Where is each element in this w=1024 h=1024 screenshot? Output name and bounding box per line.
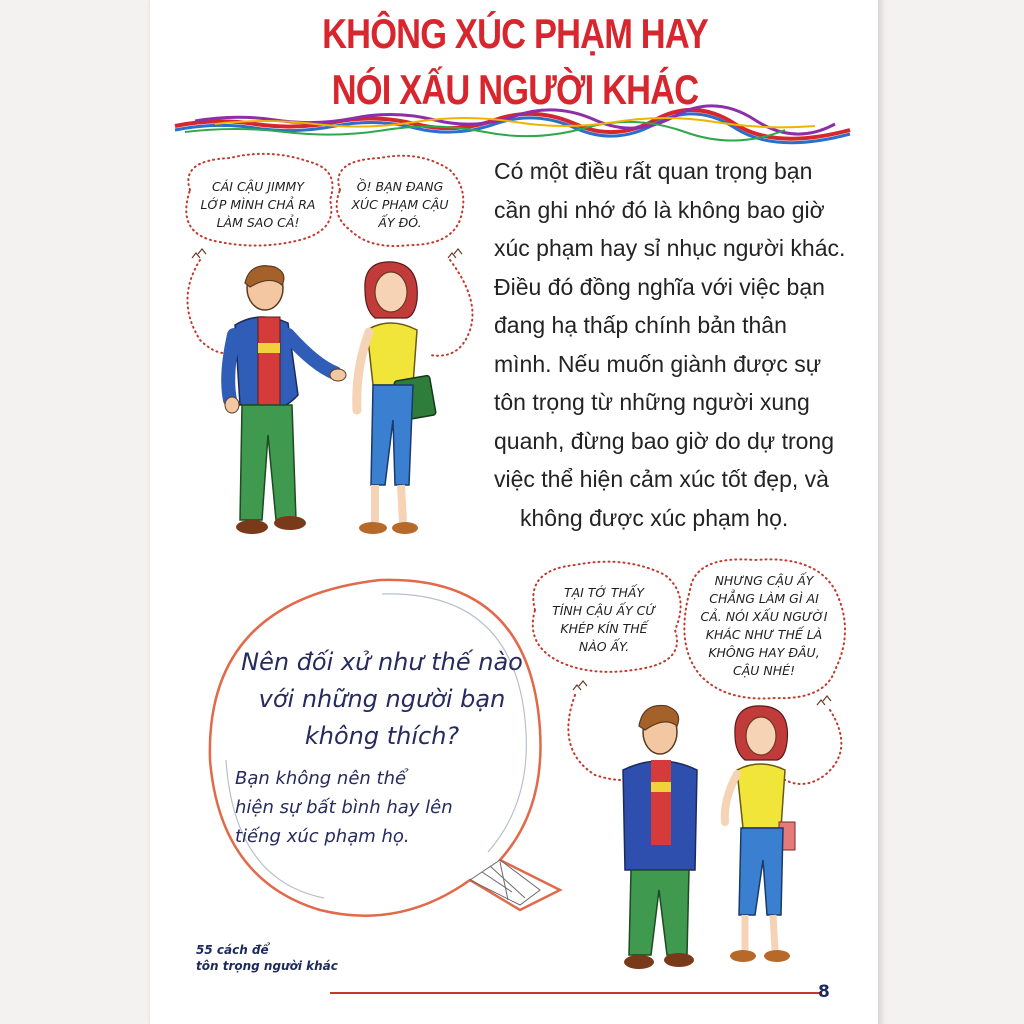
page-number: 8 bbox=[818, 982, 830, 1002]
paragraph-line: việc thể hiện cảm xúc tốt đẹp, và bbox=[494, 466, 829, 492]
page-title bbox=[216, 6, 815, 118]
paragraph-line: cần ghi nhớ đó là không bao giờ bbox=[494, 196, 825, 223]
paragraph-line: xúc phạm hay sỉ nhục người khác. bbox=[494, 235, 846, 261]
paragraph-line: không được xúc phạm họ. bbox=[520, 504, 789, 531]
speech-bubble-girl: Ồ! BẠN ĐANG XÚC PHẠM CẬU ẤY ĐÓ. bbox=[351, 179, 449, 230]
title-line-2: NÓI XẤU NGƯỜI KHÁC bbox=[331, 66, 699, 113]
paragraph-line: Điều đó đồng nghĩa với việc bạn bbox=[494, 273, 825, 300]
paragraph-line: mình. Nếu muốn giành được sự bbox=[494, 350, 822, 377]
title-line-1: KHÔNG XÚC PHẠM HAY bbox=[322, 10, 708, 57]
girl-illustration bbox=[345, 260, 445, 545]
boy-illustration bbox=[220, 265, 350, 545]
speech-bubble-girl: NHƯNG CẬU ẤY CHẲNG LÀM GÌ AI CẢ. NÓI XẤU NGƯỜI KHÁC NHƯ THẾ LÀ KHÔNG HAY ĐÂU, CẬU NHÉ! bbox=[700, 573, 828, 678]
speech-bubble-boy: CÁI CẬU JIMMY LỚP MÌNH CHẢ RA LÀM SAO CẢ! bbox=[200, 179, 316, 230]
boy-illustration bbox=[615, 700, 705, 980]
footer-divider bbox=[330, 992, 820, 994]
paragraph-line: tôn trọng từ những người xung bbox=[494, 389, 810, 415]
paragraph-line: đang hạ thấp chính bản thân bbox=[494, 312, 787, 338]
girl-illustration bbox=[715, 700, 805, 970]
intro-paragraph bbox=[494, 152, 854, 537]
question-heading: Nên đối xử như thế nào với những người bạn không thích? bbox=[241, 648, 523, 750]
question-answer: Bạn không nên thể hiện sự bất bình hay lên tiếng xúc phạm họ. bbox=[235, 768, 453, 847]
book-title: 55 cách để tôn trọng người khác bbox=[196, 943, 338, 973]
decorative-ribbon bbox=[175, 112, 850, 138]
page-edge bbox=[878, 0, 886, 1024]
speech-bubble-boy: TẠI TỚ THẤY TÍNH CẬU ẤY CỨ KHÉP KÍN THẾ NÀO ẤY. bbox=[552, 585, 656, 654]
paragraph-line: quanh, đừng bao giờ do dự trong bbox=[494, 427, 835, 454]
paragraph-line: Có một điều rất quan trọng bạn bbox=[494, 158, 813, 184]
